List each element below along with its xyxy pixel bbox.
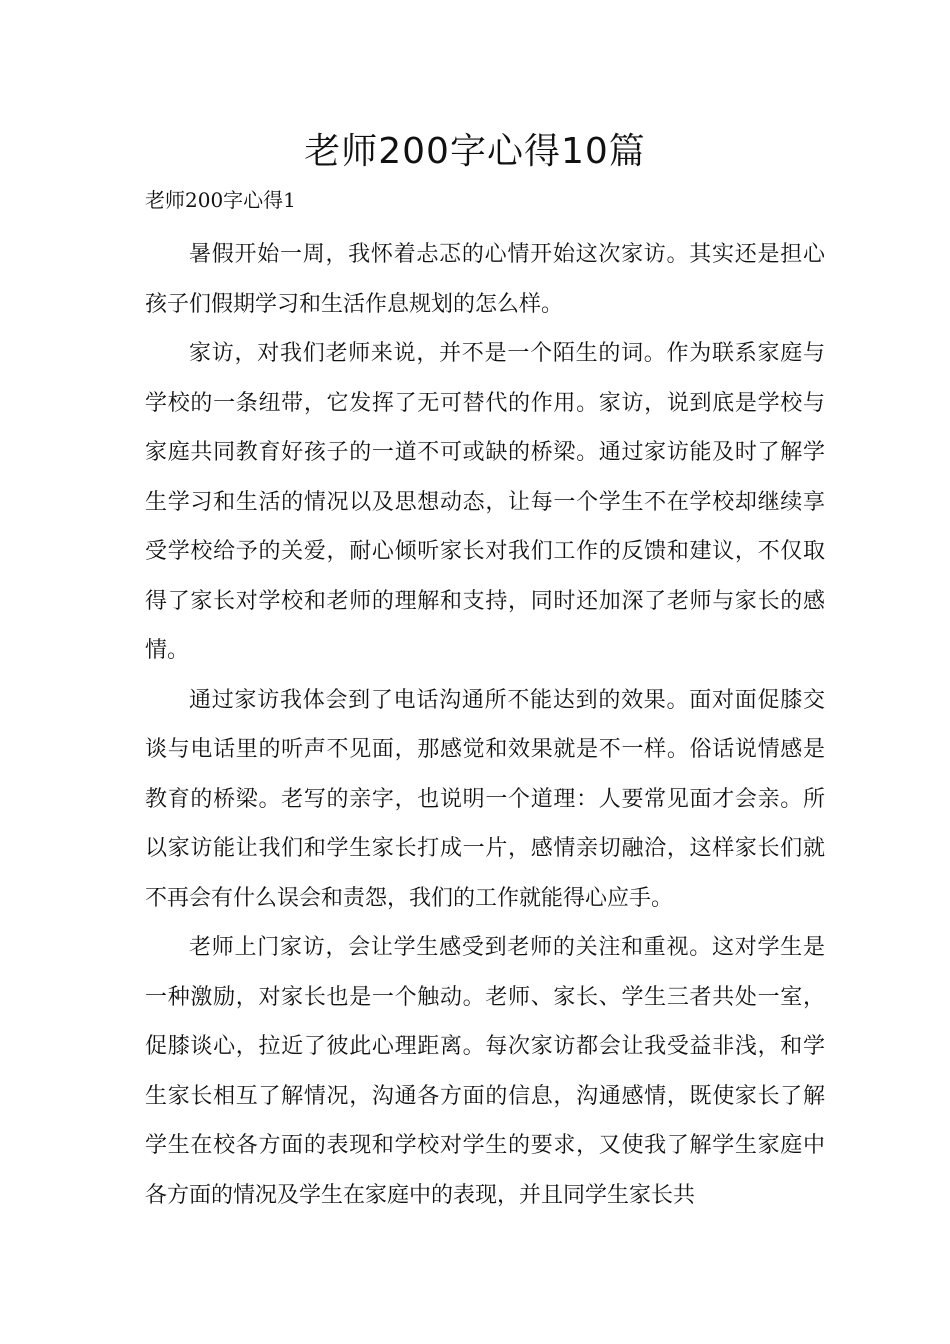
document-body xyxy=(145,230,825,1220)
paragraph: 家访，对我们老师来说，并不是一个陌生的词。作为联系家庭与学校的一条纽带，它发挥了无可替代的作用。家访，说到底是学校与家庭共同教育好孩子的一道不可或缺的桥梁。通过家访能及时了解学生学习和生活的情况以及思想动态，让每一个学生不在学校却继续享受学校给予的关爱，耐心倾听家长对我们工作的反馈和建议，不仅取得了家长对学校和老师的理解和支持，同时还加深了老师与家长的感情。 xyxy=(145,341,825,663)
paragraph: 老师上门家访，会让学生感受到老师的关注和重视。这对学生是一种激励，对家长也是一个触动。老师、家长、学生三者共处一室，促膝谈心，拉近了彼此心理距离。每次家访都会让我受益非浅，和学生家长相互了解情况，沟通各方面的信息，沟通感情，既使家长了解学生在校各方面的表现和学校对学生的要求，又使我了解学生家庭中各方面的情况及学生在家庭中的表现，并且同学生家长共 xyxy=(145,935,825,1208)
page-title: 老师200字心得10篇 xyxy=(304,131,646,172)
paragraph: 通过家访我体会到了电话沟通所不能达到的效果。面对面促膝交谈与电话里的听声不见面，那感觉和效果就是不一样。俗话说情感是教育的桥梁。老写的亲字，也说明一个道理：人要常见面才会亲。所以家访能让我们和学生家长打成一片，感情亲切融洽，这样家长们就不再会有什么误会和责怨，我们的工作就能得心应手。 xyxy=(145,687,825,911)
paragraph: 暑假开始一周，我怀着忐忑的心情开始这次家访。其实还是担心孩子们假期学习和生活作息规划的怎么样。 xyxy=(145,242,825,317)
section-heading: 老师200字心得1 xyxy=(145,188,296,212)
